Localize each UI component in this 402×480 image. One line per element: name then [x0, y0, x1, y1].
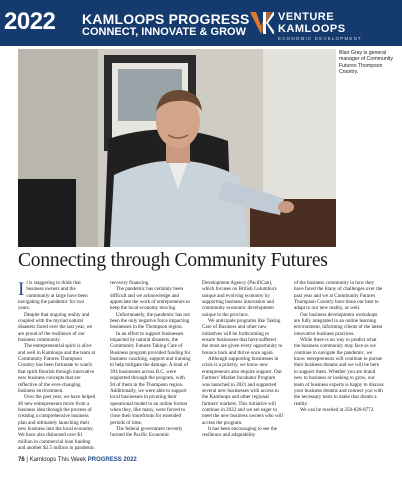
logo-text-kamloops: KAMLOOPS: [278, 23, 346, 35]
paragraph: Our business development workshops are fully integrated in an online learning environment, informing clients of the latest innovative business practices.: [294, 311, 383, 337]
page-footer: [18, 457, 137, 463]
paragraph: We anticipate programs like Taking Care of Business and other new initiatives will be forthcoming to ensure businesses that have suffered the most are given every opportunity to bounce back and thrive once again.: [202, 318, 283, 356]
header-banner: [0, 0, 402, 46]
paragraph: We can be reached at 250-828-8772.: [300, 406, 375, 413]
article-column-4: [294, 280, 384, 413]
photo-caption: Blair Gray is general manager of Community Futures Thompson Country.: [339, 50, 393, 76]
paragraph: The entrepreneurial spirit is alive and well in Kamloops and the team at Community Futures Thompson Country has been fortunate to watch that spirit flourish through innovative new business concepts that are reflective of the ever-changing business environment.: [18, 343, 96, 394]
publication-title: KAMLOOPS PROGRESS: [82, 11, 250, 27]
paragraph: Development Agency (PacifiCan), which focuses on British Columbia's unique and evolving economy by supporting business innovation and community economic development unique to the province.: [202, 280, 277, 318]
footer-separator: |: [26, 457, 30, 463]
paragraph: t is staggering to think that business owners and the community at large have been navigating the pandemic for two years.: [18, 280, 88, 312]
article-column-1: [18, 280, 97, 451]
paragraph: It has been encouraging to see the resilience and adaptability: [202, 425, 278, 439]
publication-tagline: CONNECT, INNOVATE & GROW: [82, 26, 246, 38]
article-column-3: [202, 280, 283, 439]
paragraph: Unfortunately, the pandemic has not been the only negative force impacting businesses in the Thompson region.: [110, 311, 190, 331]
portrait-photo: [18, 49, 336, 247]
paragraph: Although supporting businesses in crisis is a priority, we know new entrepreneurs also require support. Our Farmers' Market Incubator Program was launched in 2021 and supported several new businesses with access to the Kamloops and other regional farmers' markets. This initiative will continue in 2022 and we are eager to meet the new business owners who will access the program.: [202, 356, 283, 426]
paragraph: The pandemic has certainly been difficult and we acknowledge and appreciate the work of entrepreneurs to keep the local economy moving.: [110, 286, 190, 312]
section-name: PROGRESS 2022: [87, 457, 137, 463]
paragraph: In an effort to support businesses impacted by natural disasters, the Community Futures Taking Care of Business program provided funding for business coaching, support and training to help mitigate the damage. A total of 394 businesses across B.C. were supported through the program, with 94 of them in the Thompson region. Additionally, we were able to support local businesses in pivoting their operational model to an online format when they, like many, were forced to close their storefronts for extended periods of time.: [110, 330, 191, 426]
logo-text-economic-development: ECONOMIC DEVELOPMENT: [278, 36, 363, 41]
article-column-2: [110, 280, 191, 439]
paragraph: The federal government recently formed the Pacific Economic: [110, 425, 183, 439]
paragraph: of the business community in how they have faced the litany of challenges over the past year and we at Community Futures Thompson Country have done our best to adapt to our new reality, as well.: [294, 280, 383, 312]
logo-text-venture: VENTURE: [278, 11, 335, 23]
article-headline: Connecting through Community Futures: [18, 250, 328, 271]
publication-name: Kamloops This Week: [29, 457, 87, 463]
paragraph: While there is no way to predict what the business community may face as we continue to navigate the pandemic, we know entrepreneurs will continue to pursue their business dreams and we will be here to support them. Whether you are brand new to business or looking to grow, our team of business experts is happy to discuss your business dreams and connect you with the necessary tools to make that dream a reality.: [294, 337, 384, 407]
paragraph: Despite that ongoing reality and coupled with the myriad natural disasters faced over the last year, we are proud of the resilience of our business community.: [18, 311, 93, 344]
paragraph: recovery financing.: [110, 280, 150, 286]
edition-year: 2022: [4, 8, 56, 35]
paragraph: Over the past year, we have helped 40 new entrepreneurs move from a business idea through the process of creating a comprehensive business plan and ultimately launching their new business into the local economy. We have also disbursed over $1 million in commercial loan funding and another $2.5 million in pandemic: [18, 394, 96, 451]
drop-cap: I: [18, 279, 25, 300]
venture-kamloops-logo-icon: [250, 12, 274, 34]
page-number: 76: [18, 457, 25, 463]
